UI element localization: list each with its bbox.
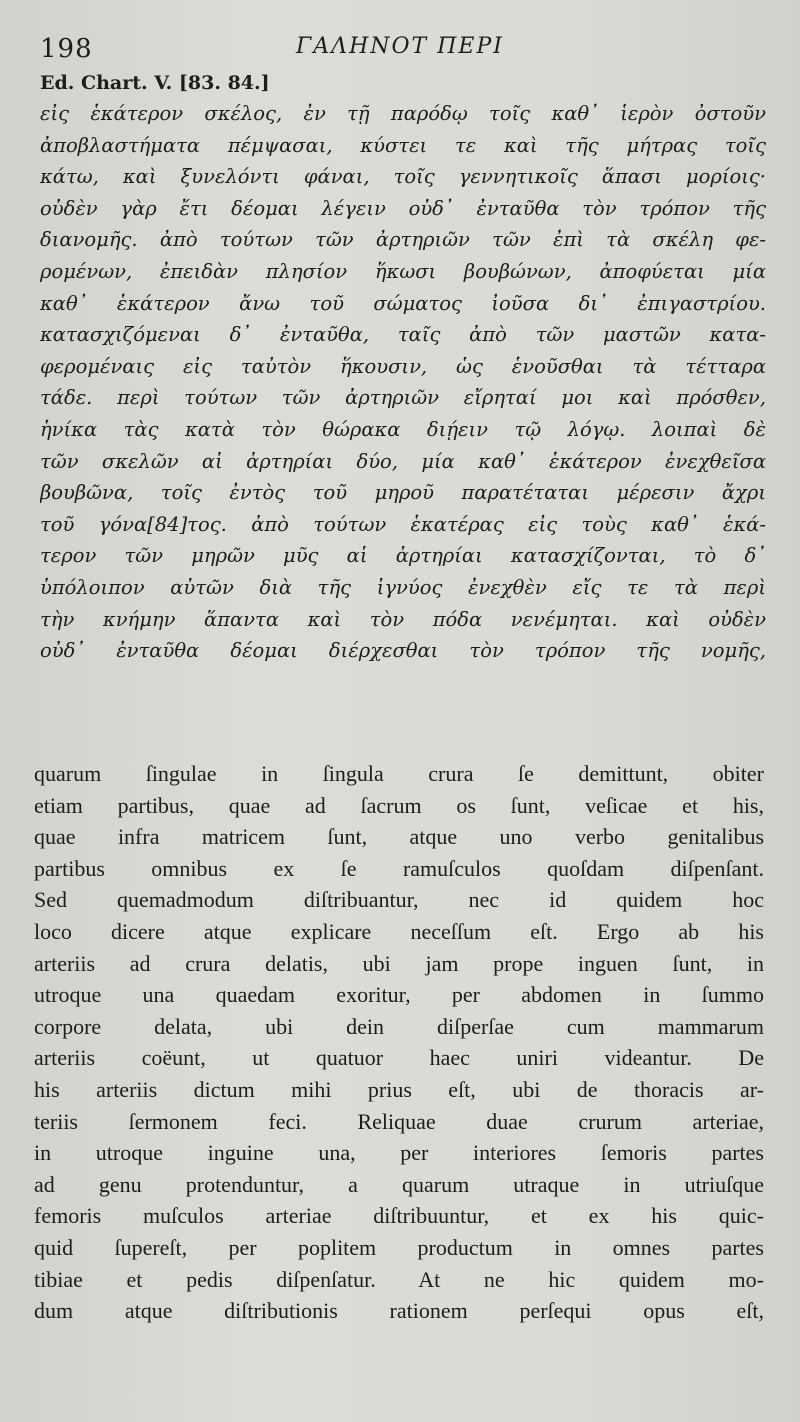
- latin-text-line: arteriis ad crura delatis, ubi jam prope inguen ſunt, in: [34, 950, 764, 976]
- latin-text-line: arteriis coëunt, ut quatuor haec uniri videantur. De: [34, 1045, 764, 1071]
- latin-text-line: etiam partibus, quae ad ſacrum os ſunt, veſicae et his,: [34, 792, 764, 818]
- latin-text-line: his arteriis dictum mihi prius eſt, ubi de thoracis ar-: [34, 1076, 764, 1102]
- greek-text-line: ὑπόλοιπον αὐτῶν διὰ τῆς ἰγνύος ἐνεχθὲν εἴς τε τὰ περὶ: [40, 575, 766, 599]
- greek-text-line: εἰς ἑκάτερον σκέλος, ἐν τῇ παρόδῳ τοῖς καθ᾽ ἱερὸν ὀστοῦν: [40, 102, 766, 125]
- greek-text-line: ρομένων, ἐπειδὰν πλησίον ἥκωσι βουβώνων, ἀποφύεται μία: [40, 259, 766, 283]
- latin-text-line: tibiae et pedis diſpenſatur. At ne hic quidem mo-: [34, 1266, 764, 1292]
- greek-text-line: κατασχιζόμεναι δ᾽ ἐνταῦθα, ταῖς ἀπὸ τῶν μαστῶν κατα-: [40, 323, 766, 347]
- edition-reference: Ed. Chart. V. [83. 84.]: [40, 72, 270, 94]
- greek-text-line: τῶν σκελῶν αἱ ἀρτηρίαι δύο, μία καθ᾽ ἑκάτερον ἐνεχθεῖσα: [40, 449, 766, 473]
- greek-text-line: διανομῆς. ἀπὸ τούτων τῶν ἀρτηριῶν τῶν ἐπὶ τὰ σκέλη φε-: [40, 228, 766, 252]
- latin-text-line: Sed quemadmodum diſtribuantur, nec id quidem hoc: [34, 887, 764, 913]
- latin-text-line: partibus omnibus ex ſe ramuſculos quoſdam diſpenſant.: [34, 855, 764, 881]
- latin-text-line: in utroque inguine una, per interiores ſemoris partes: [34, 1140, 764, 1166]
- greek-text-line: τερον τῶν μηρῶν μῦς αἱ ἀρτηρίαι κατασχίζονται, τὸ δ᾽: [40, 544, 766, 568]
- greek-text-line: τὴν κνήμην ἅπαντα καὶ τὸν πόδα νενέμηται. καὶ οὐδὲν: [40, 607, 766, 631]
- greek-text-line: οὐδὲν γὰρ ἔτι δέομαι λέγειν οὐδ᾽ ἐνταῦθα τὸν τρόπον τῆς: [40, 196, 766, 220]
- greek-text-line: κάτω, καὶ ξυνελόντι φάναι, τοῖς γεννητικοῖς ἅπασι μορίοις·: [40, 165, 766, 189]
- latin-text-line: quid ſupereſt, per poplitem productum in omnes partes: [34, 1234, 764, 1260]
- greek-text-line: φερομέναις εἰς ταὐτὸν ἥκουσιν, ὡς ἑνοῦσθαι τὰ τέτταρα: [40, 354, 766, 378]
- page-number: 198: [40, 34, 93, 64]
- greek-text-line: ἡνίκα τὰς κατὰ τὸν θώρακα διῄειν τῷ λόγῳ. λοιπαὶ δὲ: [40, 417, 766, 441]
- page-header: [36, 30, 764, 66]
- latin-text-line: dum atque diſtributionis rationem perſequi opus eſt,: [34, 1298, 764, 1324]
- greek-text-line: καθ᾽ ἑκάτερον ἄνω τοῦ σώματος ἰοῦσα δι᾽ ἐπιγαστρίου.: [40, 291, 766, 315]
- greek-text-line: ἀποβλαστήματα πέμψασαι, κύστει τε καὶ τῆς μήτρας τοῖς: [40, 133, 766, 157]
- latin-text-line: ad genu protenduntur, a quarum utraque in utriuſque: [34, 1171, 764, 1197]
- latin-text-line: loco dicere atque explicare neceſſum eſt. Ergo ab his: [34, 918, 764, 944]
- latin-text-line: quarum ſingulae in ſingula crura ſe demittunt, obiter: [34, 761, 764, 786]
- latin-text-line: teriis ſermonem feci. Reliquae duae crurum arteriae,: [34, 1108, 764, 1134]
- latin-text-line: corpore delata, ubi dein diſperſae cum mammarum: [34, 1013, 764, 1039]
- latin-text-line: femoris muſculos arteriae diſtribuuntur, et ex his quic-: [34, 1203, 764, 1229]
- latin-text-line: utroque una quaedam exoritur, per abdomen in ſummo: [34, 982, 764, 1008]
- greek-text-line: τάδε. περὶ τούτων τῶν ἀρτηριῶν εἴρηταί μοι καὶ πρόσθεν,: [40, 386, 766, 410]
- latin-translation-block: [34, 758, 764, 1327]
- latin-text-line: quae infra matricem ſunt, atque uno verbo genitalibus: [34, 824, 764, 850]
- greek-text-line: βουβῶνα, τοῖς ἐντὸς τοῦ μηροῦ παρατέταται μέρεσιν ἄχρι: [40, 481, 766, 505]
- greek-text-line: οὐδ᾽ ἐνταῦθα δέομαι διέρχεσθαι τὸν τρόπον τῆς νομῆς,: [40, 639, 766, 663]
- greek-text-block: [40, 98, 766, 667]
- running-head: ΓΑΛΗΝΟΤ ΠΕΡΙ: [296, 34, 504, 59]
- greek-text-line: τοῦ γόνα[84]τος. ἀπὸ τούτων ἑκατέρας εἰς τοὺς καθ᾽ ἑκά-: [40, 512, 766, 536]
